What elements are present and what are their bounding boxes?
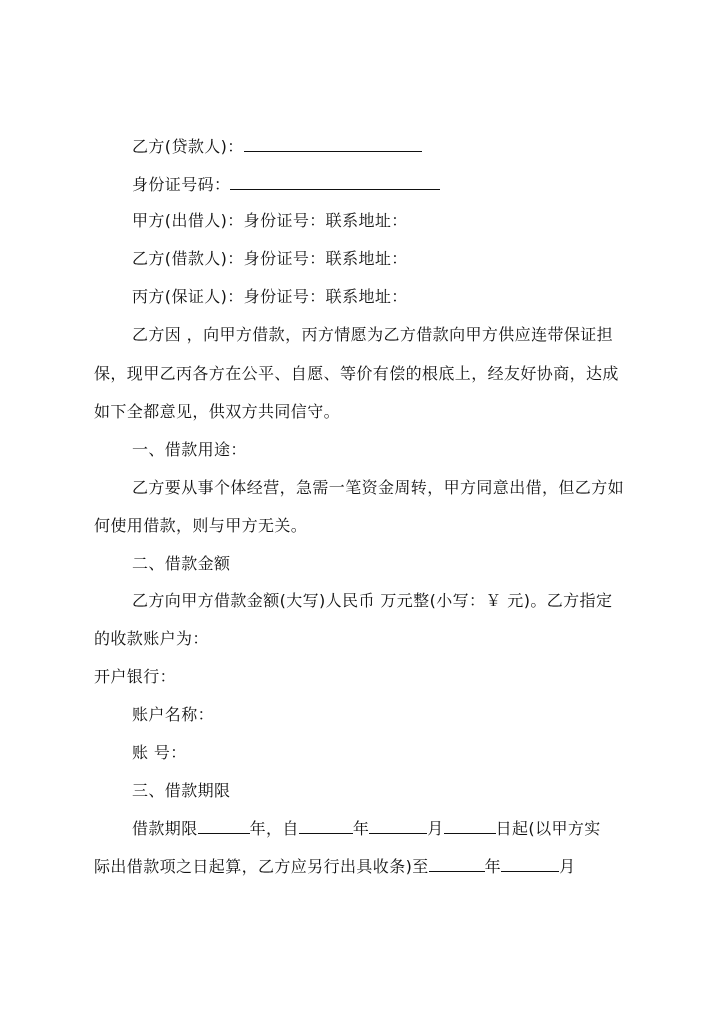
account-no-label: 账 号： bbox=[132, 743, 187, 762]
term-blank-2 bbox=[299, 818, 353, 834]
term-text-3: 年 bbox=[352, 819, 370, 838]
section-1-title: 一、借款用途： bbox=[132, 440, 247, 459]
party-a-line: 甲方(出借人)：身份证号：联系地址： bbox=[132, 211, 408, 230]
amount-line-2: 的收款账户为： bbox=[94, 629, 209, 648]
borrower-line bbox=[132, 136, 422, 157]
term-blank-4 bbox=[444, 818, 496, 834]
intro-line-1: 乙方因 ，向甲方借款，丙方情愿为乙方借款向甲方供应连带保证担 bbox=[132, 325, 614, 344]
purpose-line-1: 乙方要从事个体经营，急需一笔资金周转，甲方同意出借，但乙方如 bbox=[132, 478, 625, 497]
term-text-1: 借款期限 bbox=[132, 819, 198, 838]
term-line-1 bbox=[132, 818, 601, 839]
term2-blank-2 bbox=[501, 856, 559, 872]
intro-line-2: 保，现甲乙丙各方在公平、自愿、等价有偿的根底上，经友好协商，达成 bbox=[94, 364, 619, 383]
account-name-label: 账户名称： bbox=[132, 705, 215, 724]
term-blank-3 bbox=[369, 818, 427, 834]
term-text-2: 年，自 bbox=[249, 819, 299, 838]
term2-text-1: 际出借款项之日起算，乙方应另行出具收条)至 bbox=[94, 857, 429, 876]
term-blank-1 bbox=[198, 818, 250, 834]
term2-text-3: 月 bbox=[559, 857, 576, 876]
amount-line-1: 乙方向甲方借款金额(大写)人民币 万元整(小写：￥ 元)。乙方指定 bbox=[132, 591, 613, 610]
section-3-title: 三、借款期限 bbox=[132, 781, 231, 800]
term-text-4: 月 bbox=[427, 819, 444, 838]
id-label: 身份证号码： bbox=[132, 175, 231, 194]
term2-blank-1 bbox=[429, 856, 485, 872]
borrower-blank bbox=[244, 136, 422, 152]
term2-text-2: 年 bbox=[484, 857, 502, 876]
id-blank bbox=[230, 174, 440, 190]
party-b-line: 乙方(借款人)：身份证号：联系地址： bbox=[132, 249, 408, 268]
id-line bbox=[132, 174, 440, 195]
borrower-label: 乙方(贷款人)： bbox=[132, 137, 244, 156]
purpose-line-2: 何使用借款，则与甲方无关。 bbox=[94, 516, 308, 535]
section-2-title: 二、借款金额 bbox=[132, 554, 231, 573]
intro-line-3: 如下全都意见，供双方共同信守。 bbox=[94, 402, 341, 421]
party-c-line: 丙方(保证人)：身份证号：联系地址： bbox=[132, 287, 408, 306]
term-text-5: 日起(以甲方实 bbox=[495, 819, 601, 838]
bank-label: 开户银行： bbox=[94, 667, 177, 686]
term-line-2 bbox=[94, 856, 575, 877]
